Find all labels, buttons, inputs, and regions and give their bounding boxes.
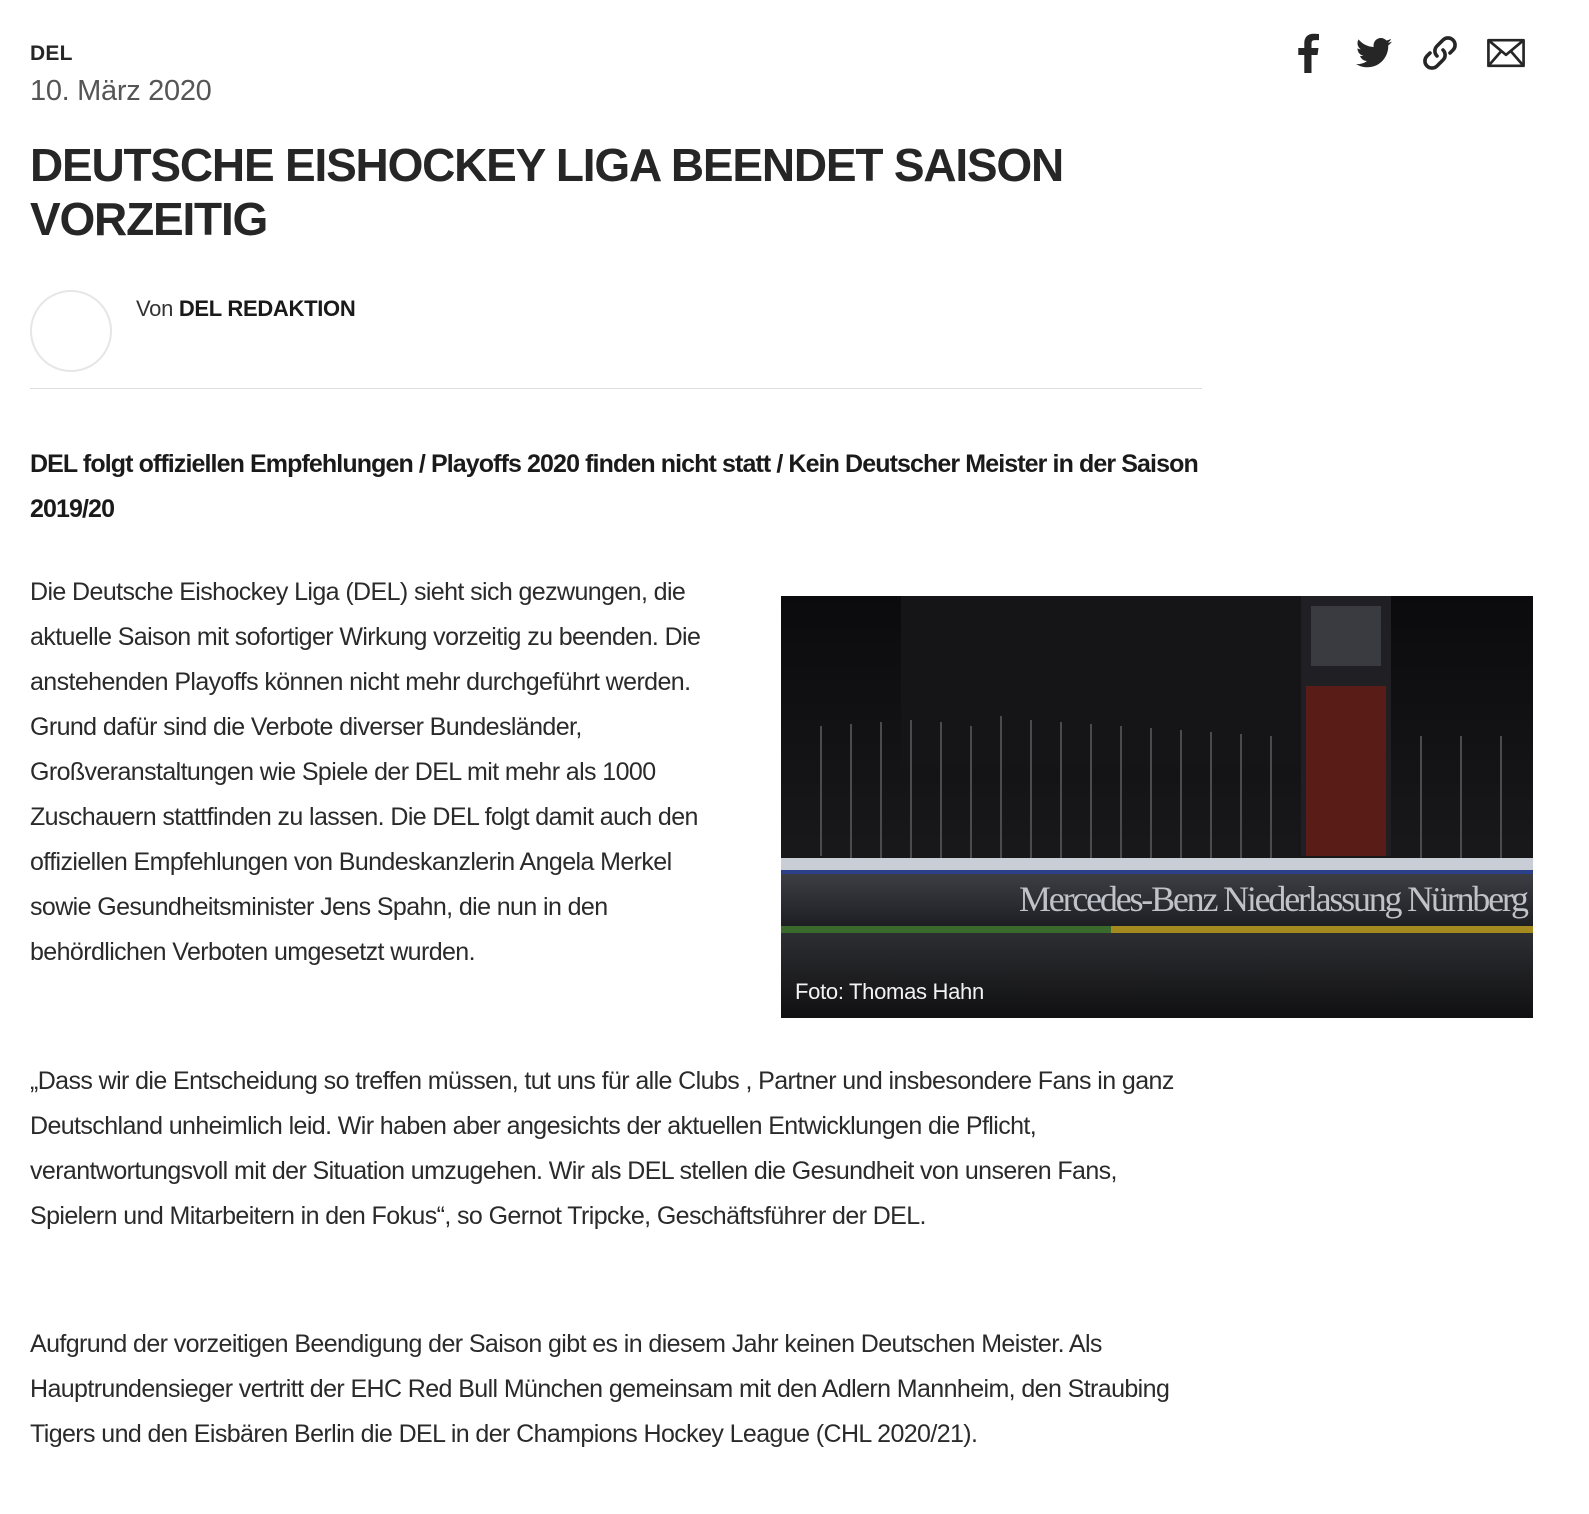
mail-icon (1487, 38, 1525, 68)
photo-caption: Foto: Thomas Hahn (795, 979, 984, 1004)
copy-link-button[interactable] (1421, 32, 1459, 74)
share-facebook-button[interactable] (1289, 32, 1327, 74)
share-bar (1289, 32, 1525, 74)
author-name[interactable]: DEL REDAKTION (178, 296, 356, 321)
article-title: DEUTSCHE EISHOCKEY LIGA BEENDET SAISON VORZEITIG (30, 139, 1063, 245)
facebook-icon (1296, 33, 1320, 73)
share-mail-button[interactable] (1487, 32, 1525, 74)
article-category: DEL (30, 42, 73, 65)
link-icon (1421, 34, 1459, 72)
article-date: 10. März 2020 (30, 75, 212, 107)
twitter-icon (1356, 38, 1392, 68)
article-paragraph-3: Aufgrund der vorzeitigen Beendigung der Saison gibt es in diesem Jahr keinen Deutschen Meister. Als Hauptrundensieger vertritt der EHC Red Bull München gemeinsam mit den Adlern Mannheim, den Straubing Tigers und den Eisbären Berlin die DEL in der Champions Hockey League (CHL 2020/21). (30, 1330, 1170, 1448)
rink-banner-text: Mercedes-Benz Niederlassung Nürnberg (1019, 879, 1529, 919)
author-avatar (30, 290, 112, 372)
share-twitter-button[interactable] (1355, 32, 1393, 74)
article-paragraph-1: Die Deutsche Eishockey Liga (DEL) sieht sich gezwungen, die aktuelle Saison mit sofortiger Wirkung vorzeitig zu beenden. Die anstehenden Playoffs können nicht mehr durchgeführt werden. Grund dafür sind die Verbote diverser Bundesländer, Großveranstaltungen wie Spiele der DEL mit mehr als 1000 Zuschauern stattfinden zu lassen. Die DEL folgt damit auch den offiziellen Empfehlungen von Bundeskanzlerin Angela Merkel sowie Gesundheitsminister Jens Spahn, die nun in den behördlichen Verboten umgesetzt wurden. (30, 578, 701, 966)
article-photo[interactable] (781, 596, 1533, 1018)
article-lead: DEL folgt offiziellen Empfehlungen / Playoffs 2020 finden nicht statt / Kein Deutscher Meister in der Saison 2019/20 (30, 450, 1198, 523)
hockey-rink-image (781, 596, 1533, 1018)
byline-prefix: Von (136, 296, 174, 321)
byline (136, 296, 355, 322)
header-divider (30, 388, 1202, 389)
article-paragraph-2: „Dass wir die Entscheidung so treffen müssen, tut uns für alle Clubs , Partner und insbesondere Fans in ganz Deutschland unheimlich leid. Wir haben aber angesichts der aktuellen Entwicklungen die Pflicht, verantwortungsvoll mit der Situation umzugehen. Wir als DEL stellen die Gesundheit von unseren Fans, Spielern und Mitarbeitern in den Fokus“, so Gernot Tripcke, Geschäftsführer der DEL. (30, 1067, 1174, 1230)
